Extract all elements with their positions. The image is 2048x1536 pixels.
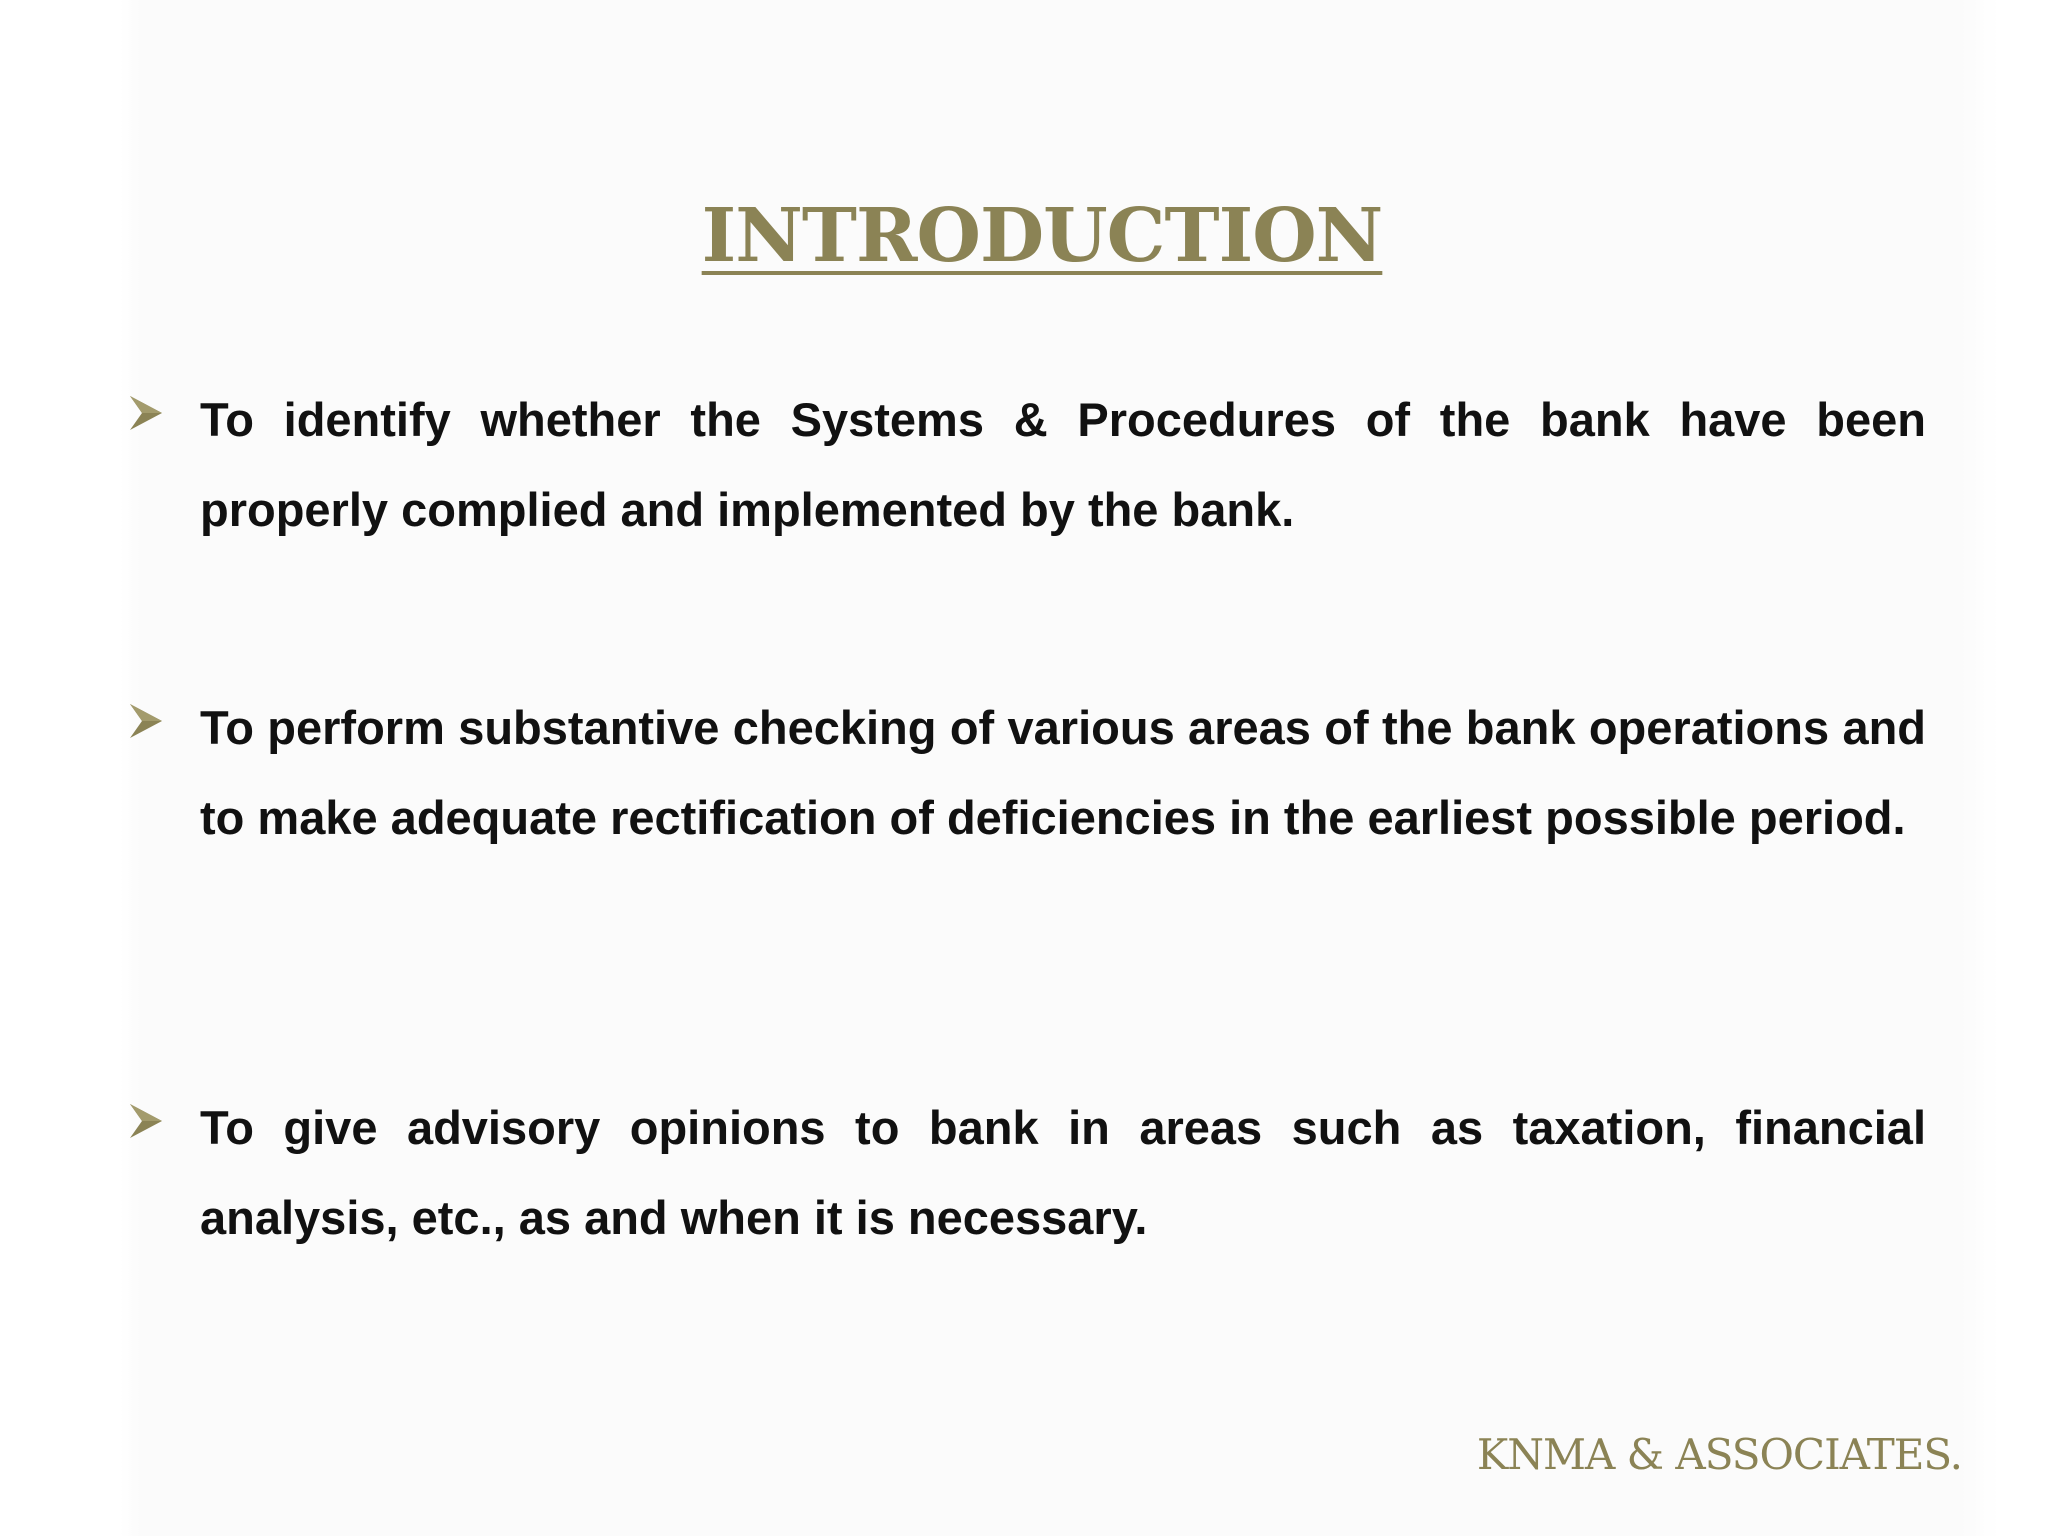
- bullet-text: To identify whether the Systems & Procedures of the bank have been properly complied and implemented by the bank.: [200, 393, 1926, 536]
- slide-title: INTRODUCTION: [701, 193, 1383, 279]
- bullet-text: To perform substantive checking of various areas of the bank operations and to make adequate rectification of deficiencies in the earliest possible period.: [200, 701, 1926, 844]
- arrow-bullet-icon: [128, 393, 164, 433]
- arrow-bullet-icon: [128, 1101, 164, 1141]
- bullet-text: To give advisory opinions to bank in areas such as taxation, financial analysis, etc., as and when it is necessary.: [200, 1101, 1926, 1244]
- company-footer: KNMA & ASSOCIATES.: [1476, 1430, 1962, 1479]
- arrow-bullet-icon: [128, 701, 164, 741]
